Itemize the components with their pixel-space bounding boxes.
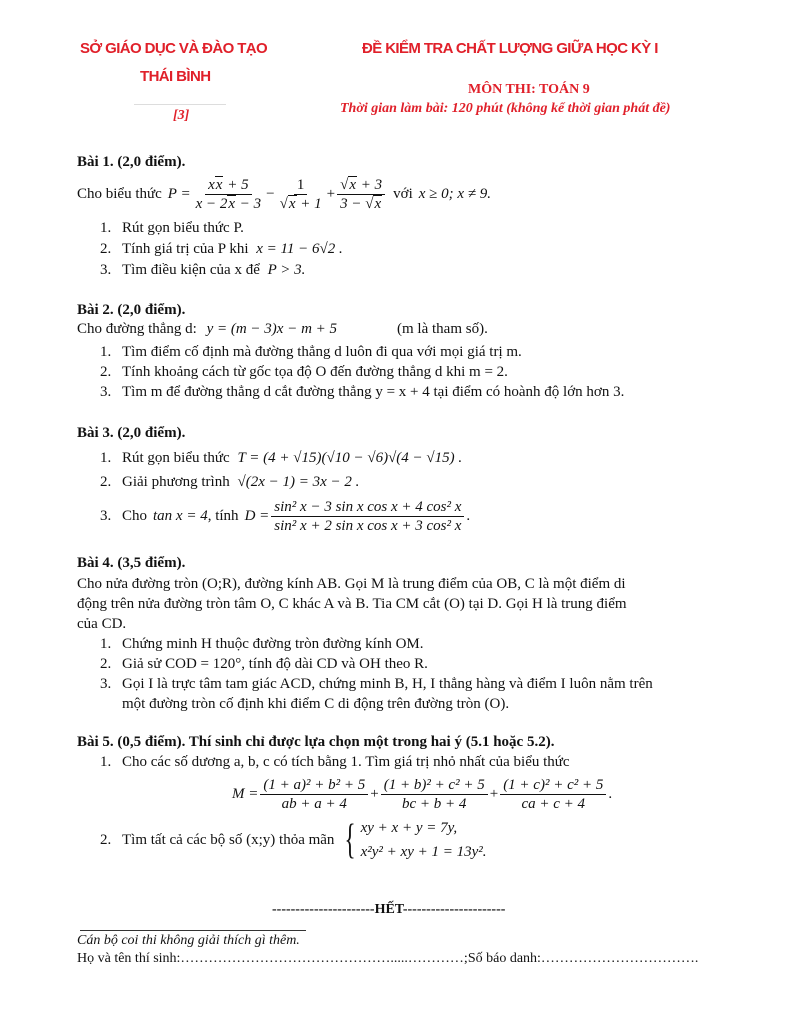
bai3-item-3: 3. Cho tan x = 4 , tính D = $\frac{\text{sin² x − 3 sin x cos x + 4 cos² x}}{\text{sin² x + 2 sin x cos x + 3 cos² x}}$ . [100,498,471,534]
bai5-item-1: 1. Cho các số dương a, b, c có tích bằng 1. Tìm giá trị nhỏ nhất của biểu thức [100,754,570,770]
bai1-frac1: $\frac{xx + 5}{x - 2x - 3}$ [195,176,262,212]
time-note: Thời gian làm bài: 120 phút (không kể thời gian phát đề) [340,101,671,116]
bai2-note: (m là tham số). [397,321,488,337]
bai1-item3-expr: P > 3. [267,262,306,278]
bai2-item-2: 2. Tính khoảng cách từ gốc tọa độ O đến đường thẳng d khi m = 2. [100,364,508,380]
bai4-para-line-2: động trên nửa đường tròn tâm O, C khác A và B. Tia CM cắt (O) tại D. Gọi H là trung điểm [77,596,627,612]
bai5-item-2: 2. Tìm tất cả các bộ số (x;y) thỏa mãn { xy + x + y = 7y, x²y² + xy + 1 = 13y². [100,817,487,863]
bai1-frac2: $\frac{1}{√x + 1}$ [279,176,322,212]
candidate-fields: Họ và tên thí sinh:……………………………………….....…………;Số báo danh:……………………………. [77,951,699,966]
bai4-item-2: 2. Giả sử COD = 120°, tính độ dài CD và OH theo R. [100,656,428,672]
department-name: SỞ GIÁO DỤC VÀ ĐÀO TẠO [80,40,268,57]
bai3-item3-cond: tan x = 4 [153,507,208,524]
bai3-item-1: 1. Rút gọn biểu thức T = (4 + √15)(√10 − √6)√(4 − √15) . [100,450,463,466]
bai4-item-1: 1. Chứng minh H thuộc đường tròn đường kính OM. [100,636,424,652]
bai2-intro-line: Cho đường thẳng d: y = (m − 3)x − m + 5 (m là tham số). [77,321,488,337]
subject-line: MÔN THI: TOÁN 9 [468,82,590,97]
bai4-item-3: 3. Gọi I là trực tâm tam giác ACD, chứng minh B, H, I thẳng hàng và điểm I luôn nằm trên [100,676,653,692]
header-divider [134,104,226,105]
bai3-item-2: 2. Giải phương trình √(2x − 1) = 3x − 2 . [100,474,360,490]
bai4-heading: Bài 4. (3,5 điểm). [77,555,186,571]
bai1-expression-line: Cho biểu thức P = $\frac{xx + 5}{x - 2x - 3}$ − $\frac{1}{√x + 1}$ + $\frac{√x + 3}{3 - √x}$ với x ≥ 0; x ≠ 9. [77,176,492,212]
bai1-cond-prefix: với [393,185,413,202]
province-name: THÁI BÌNH [140,68,211,85]
bai3-D-fraction: $\frac{\text{sin² x − 3 sin x cos x + 4 cos² x}}{\text{sin² x + 2 sin x cos x + 3 cos² x}}$ [271,499,464,534]
bai2-item-3: 3. Tìm m để đường thẳng d cắt đường thẳng y = x + 4 tại điểm có hoành độ lớn hơn 3. [100,384,625,400]
bai5-M-term-1: $\frac{\text{(1 + a)² + b² + 5}}{ab + a + 4}$ [260,777,368,812]
bai1-item-2: 2. Tính giá trị của P khi x = 11 − 6√2 . [100,241,343,257]
bai5-heading: Bài 5. (0,5 điểm). Thí sinh chỉ được lựa chọn một trong hai ý (5.1 hoặc 5.2). [77,734,555,750]
bai1-intro: Cho biểu thức [77,185,162,202]
bai4-para-line-1: Cho nửa đường tròn (O;R), đường kính AB. Gọi M là trung điểm của OB, C là một điểm di [77,576,626,592]
bai3-item2-expr: √(2x − 1) = 3x − 2 . [237,474,360,490]
bai2-heading: Bài 2. (2,0 điểm). [77,302,186,318]
bai1-frac3: $\frac{√x + 3}{3 - √x}$ [337,177,385,212]
bai1-heading: Bài 1. (2,0 điểm). [77,154,186,170]
bai5-M-term-3: $\frac{\text{(1 + c)² + c² + 5}}{ca + c + 4}$ [500,777,606,812]
bai3-item1-expr: T = (4 + √15)(√10 − √6)√(4 − √15) . [237,450,463,466]
bai4-para-line-3: của CD. [77,616,127,632]
bai4-item-3-cont: một đường tròn cố định khi điểm C di động trên đường tròn (O). [122,696,510,712]
bai2-item-1: 1. Tìm điểm cố định mà đường thẳng d luôn đi qua với mọi giá trị m. [100,344,522,360]
bai5-M-expression: M = $\frac{\text{(1 + a)² + b² + 5}}{ab + a + 4}$ + $\frac{\text{(1 + b)² + c² + 5}}{bc + b + 4}$ + $\frac{\text{(1 + c)² + c² + 5}}{ca + c + 4}$ . [232,776,613,812]
footer-divider [80,930,306,931]
bai1-item-3: 3. Tìm điều kiện của x để P > 3. [100,262,306,278]
footer-note: Cán bộ coi thi không giải thích gì thêm. [77,933,300,948]
bai1-item-1: 1. Rút gọn biểu thức P. [100,220,244,236]
bai1-condition: x ≥ 0; x ≠ 9. [418,185,492,202]
bai5-M-term-2: $\frac{\text{(1 + b)² + c² + 5}}{bc + b + 4}$ [381,777,488,812]
bai1-item2-expr: x = 11 − 6√2 . [256,241,343,257]
exam-title: ĐỀ KIỂM TRA CHẤT LƯỢNG GIỮA HỌC KỲ I [362,40,658,57]
exam-code: [3] [173,108,190,123]
bai2-line-expr: y = (m − 3)x − m + 5 [206,321,338,337]
bai3-heading: Bài 3. (2,0 điểm). [77,425,186,441]
bai5-system: { xy + x + y = 7y, x²y² + xy + 1 = 13y². [344,817,487,863]
end-marker: ----------------------HẾT---------------------- [272,902,506,917]
